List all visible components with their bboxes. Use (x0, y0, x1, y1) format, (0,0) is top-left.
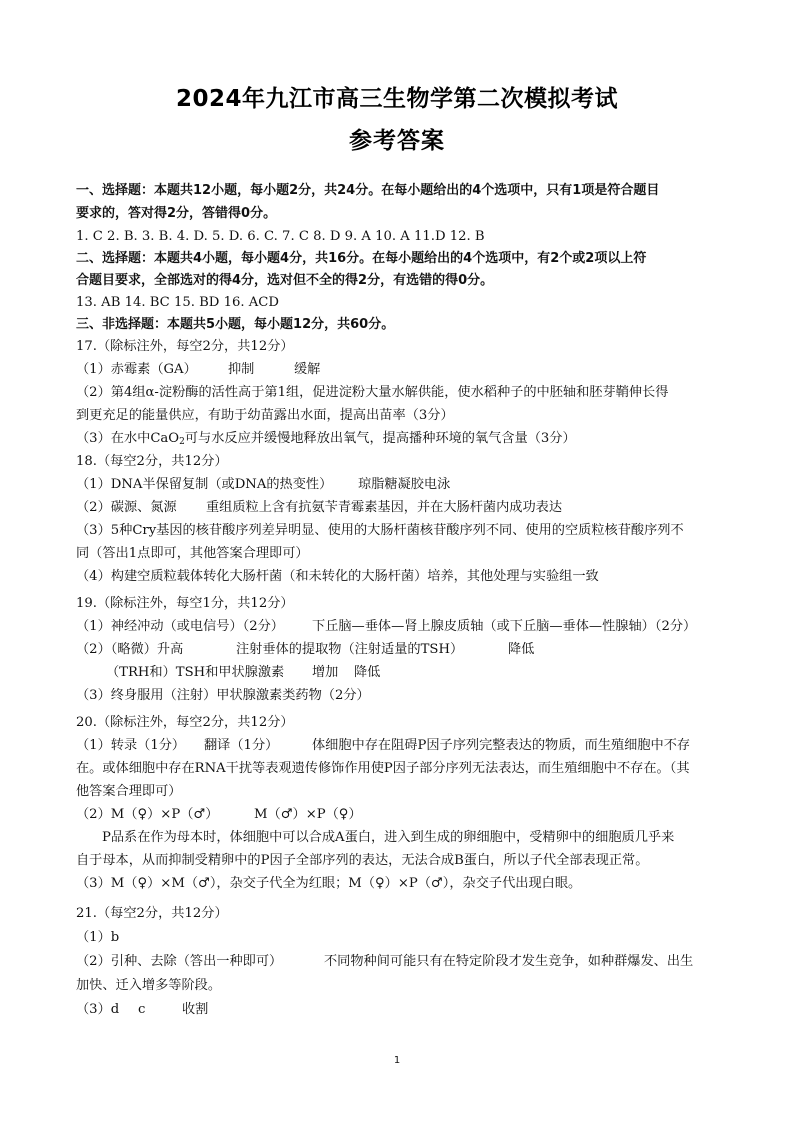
q19-p2-b: 注射垂体的提取物（注射适量的TSH） (236, 642, 464, 657)
q19-part2 (76, 641, 736, 658)
section1-header-line1: 一、选择题：本题共12小题，每小题2分，共24分。在每小题给出的4个选项中，只有1项是符合题目 (76, 183, 660, 198)
q17-p1-b: 抑制 (228, 362, 255, 377)
q18-part1 (76, 476, 736, 493)
q19-part2-cont (106, 664, 726, 681)
q21-p3-a: （3）d (76, 1002, 120, 1017)
q19-p2-cont-b: 增加 (312, 665, 339, 680)
q19-p2-c: 降低 (508, 642, 535, 657)
q17-head: 17.（除标注外，每空2分，共12分） (76, 339, 294, 354)
section2-answers: 13. AB 14. BC 15. BD 16. ACD (76, 295, 279, 310)
q21-p2-b: 不同物种间可能只有在特定阶段才发生竞争，如种群爆发、出生 (324, 954, 694, 969)
q17-part1 (76, 361, 736, 378)
q17-p1-a: （1）赤霉素（GA） (76, 362, 197, 377)
section3-header: 三、非选择题：本题共5小题，每小题12分，共60分。 (76, 317, 395, 332)
q19-part1 (76, 618, 736, 635)
q19-p2-a: （2）（略微）升高 (76, 642, 184, 657)
q19-p2-cont-a: （TRH和）TSH和甲状腺激素 (106, 665, 285, 680)
q18-part2 (76, 499, 736, 516)
q21-p3-c: 收割 (182, 1002, 209, 1017)
q21-part1: （1）b (76, 930, 120, 945)
q21-p3-b: c (138, 1002, 146, 1017)
q21-part2-line2: 加快、迁入增多等阶段。 (76, 978, 222, 993)
section1-answers: 1. C 2. B. 3. B. 4. D. 5. D. 6. C. 7. C 8. D 9. A 10. A 11.D 12. B (76, 229, 485, 244)
q19-part3: （3）终身服用（注射）甲状腺激素类药物（2分） (76, 688, 370, 703)
q20-part1-line2: 在。或体细胞中存在RNA干扰等表观遗传修饰作用使P因子部分序列无法表达，而生殖细胞中不存在。（其 (76, 761, 690, 776)
q20-part2-explanation-line2: 自于母本，从而抑制受精卵中的P因子全部序列的表达，无法合成B蛋白，所以子代全部表现正常。 (76, 853, 649, 868)
section1-header-line2: 要求的，答对得2分，答错得0分。 (76, 206, 277, 221)
page-number: 1 (393, 1055, 401, 1066)
q20-p2-b: M（♂）×P（♀） (254, 807, 362, 822)
q17-p3-sub: 2 (179, 437, 185, 447)
q19-p1-b: 下丘脑—垂体—肾上腺皮质轴（或下丘脑—垂体—性腺轴）（2分） (312, 619, 697, 634)
q19-p2-cont-c: 降低 (354, 665, 381, 680)
q18-p1-a: （1）DNA半保留复制（或DNA的热变性） (76, 477, 333, 492)
q19-head: 19.（除标注外，每空1分，共12分） (76, 596, 294, 611)
q21-p2-a: （2）引种、去除（答出一种即可） (76, 954, 283, 969)
section2-header-line2: 合题目要求，全部选对的得4分，选对但不全的得2分，有选错的得0分。 (76, 273, 494, 288)
q17-p1-c: 缓解 (294, 362, 321, 377)
q18-part3-line2: 同（答出1点即可，其他答案合理即可） (76, 546, 309, 561)
document-title: 2024年九江市高三生物学第二次模拟考试 (175, 86, 618, 112)
q17-part3 (76, 430, 736, 447)
q20-p1-c: 体细胞中存在阻碍P因子序列完整表达的物质，而生殖细胞中不存 (312, 738, 691, 753)
q20-part2-explanation-line1: P品系在作为母本时，体细胞中可以合成A蛋白，进入到生成的卵细胞中，受精卵中的细胞质几乎来 (102, 830, 675, 845)
q18-part4: （4）构建空质粒载体转化大肠杆菌（和未转化的大肠杆菌）培养，其他处理与实验组一致 (76, 569, 599, 584)
document-subtitle: 参考答案 (349, 128, 445, 154)
q18-p2-b: 重组质粒上含有抗氨苄青霉素基因，并在大肠杆菌内成功表达 (206, 500, 563, 515)
q20-p2-a: （2）M（♀）×P（♂） (76, 807, 219, 822)
q21-part3 (76, 1001, 736, 1018)
q17-p3-pre: （3）在水中CaO (76, 431, 180, 446)
q18-head: 18.（每空2分，共12分） (76, 454, 228, 469)
q17-part2-line2: 到更充足的能量供应，有助于幼苗露出水面，提高出苗率（3分） (76, 408, 454, 423)
section2-header-line1: 二、选择题：本题共4小题，每小题4分，共16分。在每小题给出的4个选项中，有2个或2项以上符 (76, 251, 647, 266)
q18-p1-b: 琼脂糖凝胶电泳 (358, 477, 451, 492)
q18-part3-line1: （3）5种Cry基因的核苷酸序列差异明显、使用的大肠杆菌核苷酸序列不同、使用的空质粒核苷酸序列不 (76, 523, 684, 538)
q21-part2 (76, 953, 736, 970)
q20-p1-b: 翻译（1分） (204, 738, 279, 753)
q20-part1-line3: 他答案合理即可） (76, 784, 182, 799)
q20-part2 (76, 806, 736, 823)
q19-p1-a: （1）神经冲动（或电信号）（2分） (76, 619, 284, 634)
q20-head: 20.（除标注外，每空2分，共12分） (76, 715, 294, 730)
q20-part1-line1 (76, 737, 736, 754)
q18-p2-a: （2）碳源、氮源 (76, 500, 177, 515)
q17-p3-post: 可与水反应并缓慢地释放出氧气，提高播种环境的氧气含量（3分） (184, 431, 576, 446)
q17-part2-line1: （2）第4组α-淀粉酶的活性高于第1组，促进淀粉大量水解供能，使水稻种子的中胚轴和胚芽鞘伸长得 (76, 385, 669, 400)
q20-p1-a: （1）转录（1分） (76, 738, 186, 753)
q21-head: 21.（每空2分，共12分） (76, 906, 228, 921)
q20-part3: （3）M（♀）×M（♂），杂交子代全为红眼；M（♀）×P（♂），杂交子代出现白眼。 (76, 876, 582, 891)
